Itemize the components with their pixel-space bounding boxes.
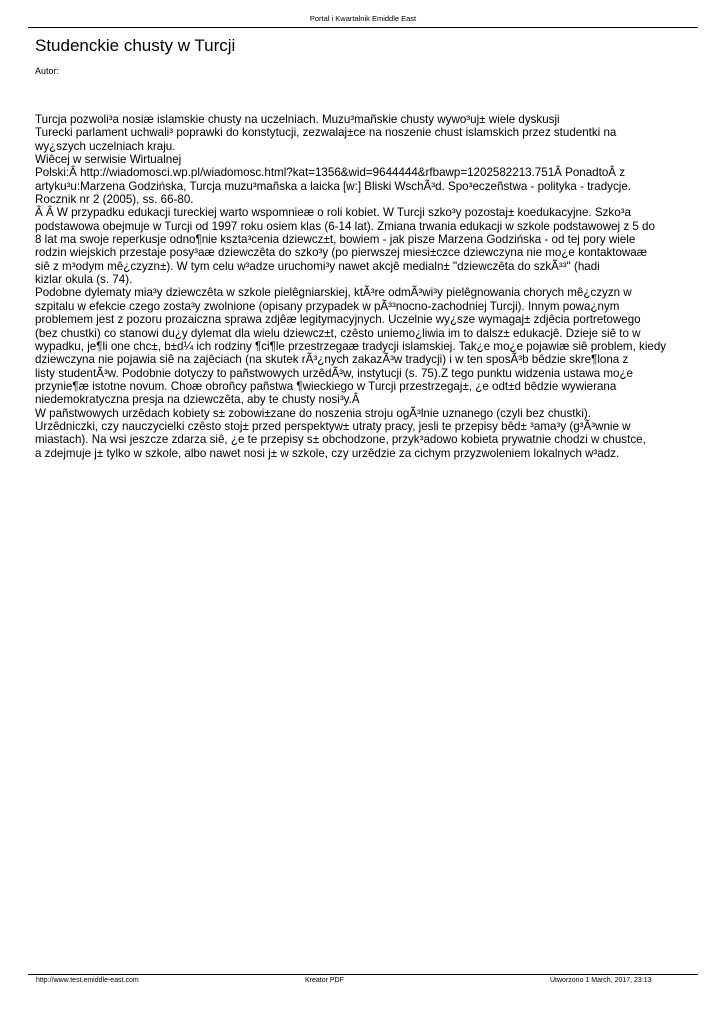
body-line: podstawowa obejmuje w Turcji od 1997 roku osiem klas (6-14 lat). Zmiana trwania edukacji w szkole podstawowej z 5 do [35,219,655,233]
body-line: (bez chustki) co stanowi du¿y dylemat dla wielu dziewcz±t, czêsto uniemo¿liwia im to dalsz± edukacjê. Dzieje siê to w [35,326,641,340]
body-line: przynie¶æ istotne novum. Choæ obroñcy pañstwa ¶wieckiego w Turcji przestrzegaj±, ¿e odt±d bêdzie wywierana [35,379,617,393]
body-line: Turcja pozwoli³a nosiæ islamskie chusty na uczelniach. Muzu³mañskie chusty wywo³uj± wiele dyskusji [35,113,560,126]
page-footer [28,974,698,984]
body-line: Podobne dylematy mia³y dziewczêta w szkole pielêgniarskiej, ktÃ³re odmÃ³wi³y pielêgnowania chorych mê¿czyzn w [35,286,632,300]
body-line: wy¿szych uczelniach kraju. [35,139,176,153]
footer-created-date: Utworzono 1 March, 2017, 23:13 [550,977,652,984]
header-text: Portal i Kwartalnik Emiddle East [309,14,417,23]
article-body [35,113,680,460]
author-label: Autor: [35,66,60,76]
body-line: wypadku, je¶li one chc±, b±d¼ ich rodziny ¶ci¶le przestrzegaæ tradycji islamskiej. Tak¿e mo¿e pojawiæ siê problem, kiedy [35,339,667,353]
body-line: Wiêcej w serwisie Wirtualnej [35,153,182,167]
body-line: Turecki parlament uchwali³ poprawki do konstytucji, zezwalaj±ce na noszenie chust islamskich przez studentki na [35,126,617,140]
body-line: W pañstwowych urzêdach kobiety s± zobowi±zane do noszenia stroju ogÃ³lnie uznanego (czyli bez chustki). [35,406,591,420]
body-line: a zdejmuje j± tylko w szkole, albo nawet nosi j± w szkole, czy urzêdzie za cichym przyzwoleniem lokalnych w³adz. [35,446,620,460]
body-line: artyku³u:Marzena Godzińska, Turcja muzu³mañska a laicka [w:] Bliski WschÃ³d. Spo³eczeñstwa - polityka - tradycje. [35,179,631,193]
body-line: miastach). Na wsi jeszcze zdarza siê, ¿e te przepisy s± obchodzone, przyk³adowo kobieta prywatnie chodzi w chustce, [35,433,646,447]
body-line: problemem jest z pozoru prozaiczna sprawa zdjêæ legitymacyjnych. Uczelnie wy¿sze wymagaj± zdjêcia portretowego [35,313,641,327]
body-line: niedemokratyczna presja na dziewczêta, aby te chusty nosi³y.Â [35,393,360,407]
body-line: dziewczyna nie pojawia siê na zajêciach (na skutek rÃ³¿nych zakazÃ³w tradycji) i w ten sposÃ³b bêdzie skre¶lona z [35,353,629,367]
body-line: szpitalu w efekcie czego zosta³y zwolnione (opisany przypadek w pÃ³³nocno-zachodniej Turcji). Innym powa¿nym [35,299,620,313]
body-line: listy studentÃ³w. Podobnie dotyczy to pañstwowych urzêdÃ³w, instytucji (s. 75).Z tego punktu widzenia ustawa mo¿e [35,366,634,380]
footer-url[interactable]: http://www.test.emiddle-east.com [36,977,139,984]
body-line: 8 lat ma swoje reperkusje odno¶nie kszta³cenia dziewcz±t, bowiem - jak pisze Marzena Godzińska - od tej pory wiele [35,233,636,247]
body-line: siê z m³odym mê¿czyzn±). W tym celu w³adze uruchomi³y nawet akcjê medialn± "dziewczêta do szkÃ³³" (hadi [35,259,600,273]
body-line: kizlar okula (s. 74). [35,273,133,287]
body-line: Urzêdniczki, czy nauczycielki czêsto stoj± przed perspektyw± utraty pracy, jesli te przepisy bêd± ³ama³y (g³Ã³wnie w [35,419,631,433]
page-header [28,14,698,28]
footer-generator: Kreator PDF [305,977,344,984]
body-line: rodzin wiejskich przestaje posy³aæ dziewczêta do szko³y (po pierwszej miesi±czce dziewczyna nie mo¿e kontaktowaæ [35,246,648,260]
article-title: Studenckie chusty w Turcji [35,36,236,55]
body-line: Polski:Â http://wiadomosci.wp.pl/wiadomosc.html?kat=1356&wid=9644444&rfbawp=1202582213.751Â PonadtoÂ z [35,166,626,180]
body-line: Rocznik nr 2 (2005), ss. 66-80. [35,193,194,207]
body-line: Â Â W przypadku edukacji tureckiej warto wspomnieæ o roli kobiet. W Turcji szko³y pozostaj± koedukacyjne. Szko³a [35,206,631,220]
